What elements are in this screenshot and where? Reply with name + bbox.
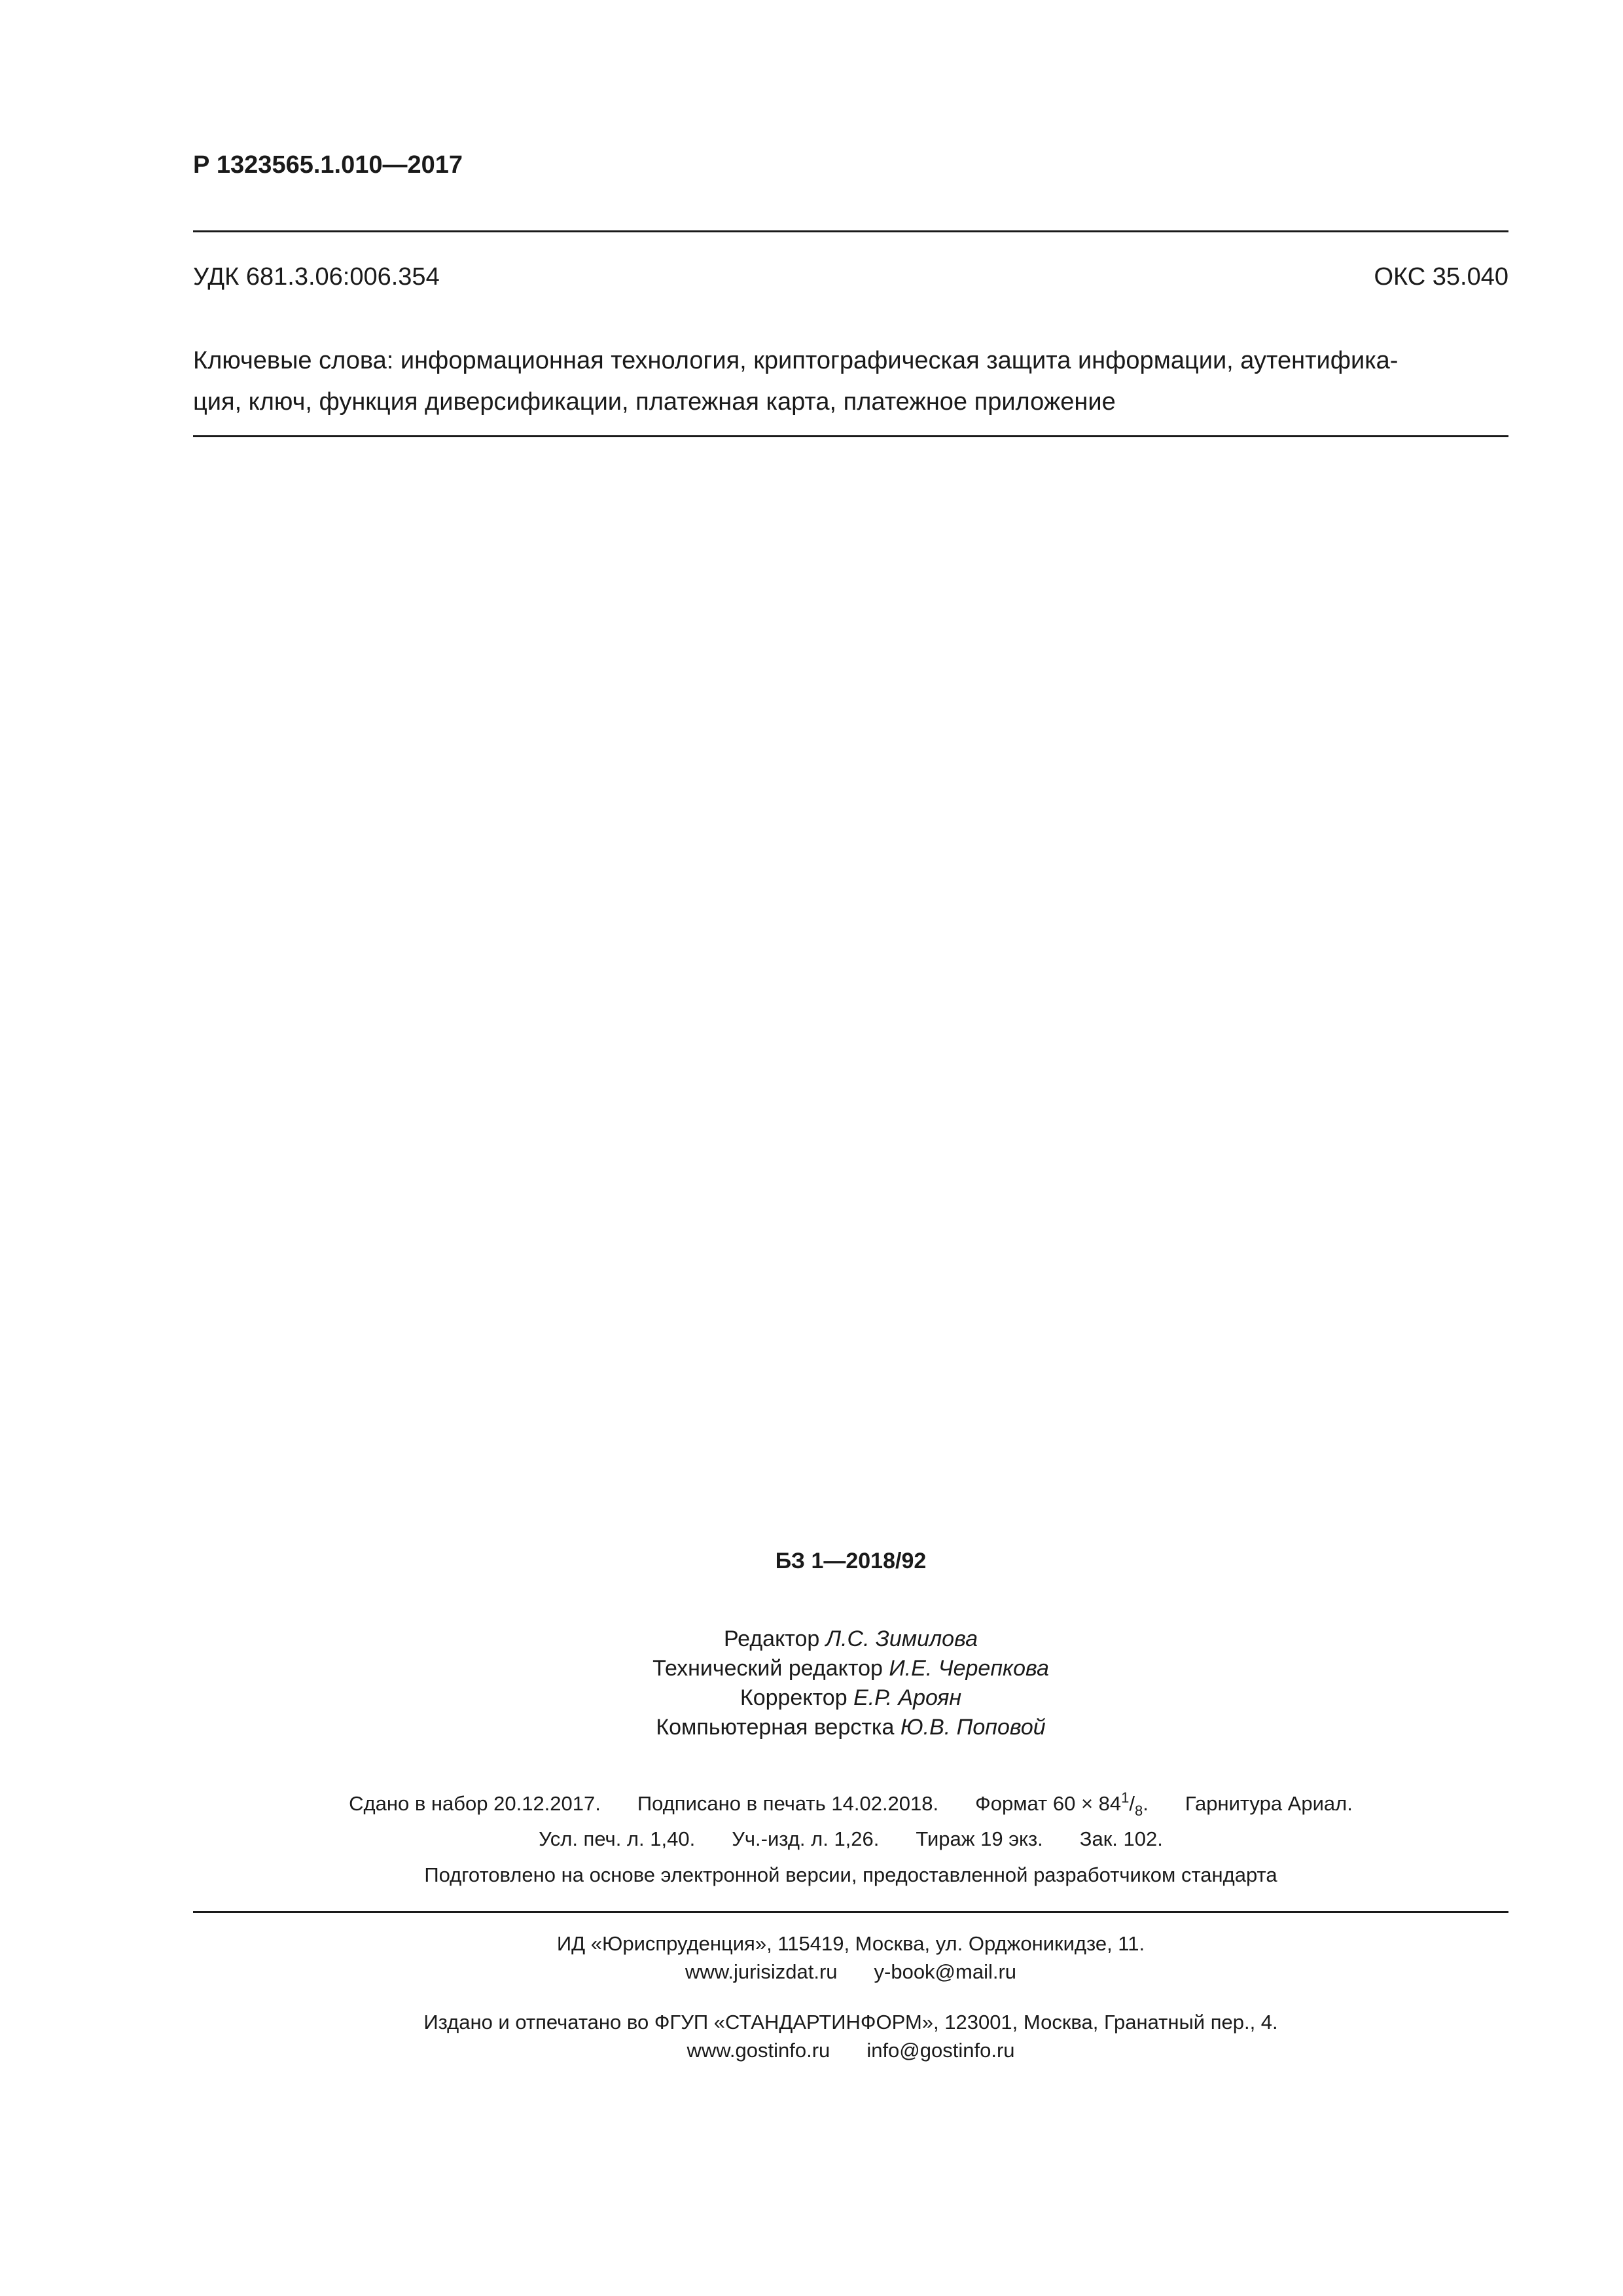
publisher-email-link[interactable]: y-book@mail.ru	[874, 1960, 1017, 1983]
order-number: Зак. 102.	[1079, 1827, 1163, 1850]
printer-address: Издано и отпечатано во ФГУП «СТАНДАРТИНФОРМ», 123001, Москва, Гранатный пер., 4.	[423, 2011, 1278, 2034]
circulation: Тираж 19 экз.	[916, 1827, 1043, 1850]
staff-tech-editor	[0, 1654, 1623, 1683]
udk-code: УДК 681.3.06:006.354	[193, 263, 440, 291]
imprint-divider	[193, 1911, 1508, 1913]
printer-contacts	[0, 2036, 1623, 2064]
staff-person: Л.С. Зимилова	[825, 1626, 978, 1651]
staff-person: Е.Р. Ароян	[853, 1685, 962, 1710]
typeface: Гарнитура Ариал.	[1185, 1792, 1353, 1815]
top-divider	[193, 230, 1508, 232]
staff-corrector	[0, 1683, 1623, 1713]
printer-block	[0, 2008, 1623, 2064]
staff-role: Технический редактор	[652, 1656, 883, 1681]
staff-layout	[0, 1713, 1623, 1742]
keywords-line-1: Ключевые слова: информационная технология, криптографическая защита информации, аутентифика-	[193, 347, 1399, 374]
signed-date: Подписано в печать 14.02.2018.	[637, 1792, 939, 1815]
staff-person: Ю.В. Поповой	[900, 1715, 1046, 1740]
standard-designation: Р 1323565.1.010—2017	[193, 151, 463, 179]
staff-role: Редактор	[723, 1626, 820, 1651]
print-sheets: Усл. печ. л. 1,40.	[539, 1827, 696, 1850]
staff-credits	[0, 1624, 1623, 1742]
submitted-date: Сдано в набор 20.12.2017.	[349, 1792, 601, 1815]
publisher-site-link[interactable]: www.jurisizdat.ru	[685, 1960, 838, 1983]
staff-editor	[0, 1624, 1623, 1654]
publisher-contacts	[0, 1958, 1623, 1986]
keywords-line-2: ция, ключ, функция диверсификации, платежная карта, платежное приложение	[193, 388, 1116, 416]
staff-role: Компьютерная верстка	[656, 1715, 895, 1740]
publication-line-1	[0, 1784, 1623, 1825]
publication-details	[0, 1784, 1623, 1853]
keywords-divider	[193, 435, 1508, 437]
publisher-address: ИД «Юриспруденция», 115419, Москва, ул. Орджоникидзе, 11.	[556, 1932, 1145, 1955]
keywords-block	[193, 340, 1508, 423]
printer-site-link[interactable]: www.gostinfo.ru	[687, 2039, 830, 2062]
printer-email-link[interactable]: info@gostinfo.ru	[866, 2039, 1015, 2062]
publication-line-2	[0, 1825, 1623, 1853]
publisher-block	[0, 1929, 1623, 1986]
publisher-sheets: Уч.-изд. л. 1,26.	[732, 1827, 880, 1850]
staff-role: Корректор	[740, 1685, 847, 1710]
paper-format: Формат $60 \times 84^1/_8$.	[975, 1789, 1149, 1819]
staff-person: И.Е. Черепкова	[889, 1656, 1049, 1681]
prepared-note: Подготовлено на основе электронной версии, предоставленной разработчиком стандарта	[424, 1863, 1277, 1886]
bz-number: БЗ 1—2018/92	[775, 1549, 927, 1573]
oks-code: ОКС 35.040	[1374, 263, 1508, 291]
